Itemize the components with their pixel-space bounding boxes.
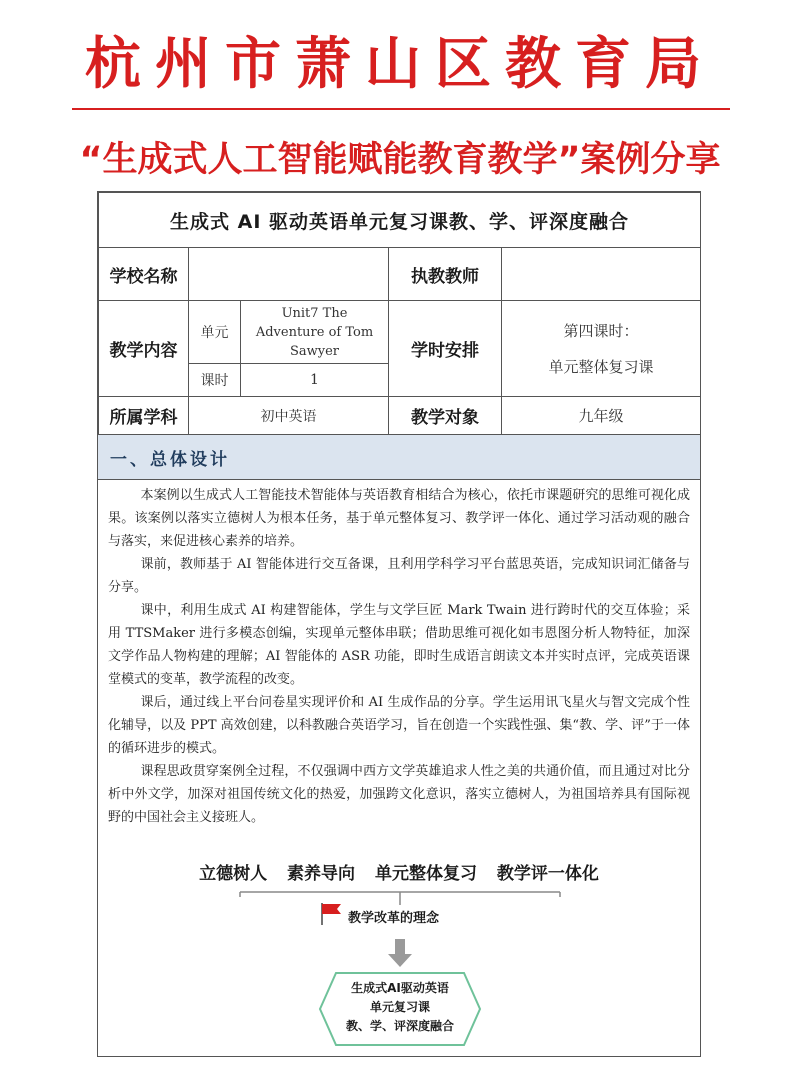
bureau-title: 杭州市萧山区教育局 — [85, 31, 715, 97]
subject-label: 所属学科 — [99, 397, 189, 435]
section-heading: 一、总体设计 — [98, 435, 700, 480]
schedule-line1: 第四课时： — [563, 321, 639, 340]
unit-value: Unit7 The Adventure of Tom Sawyer — [241, 301, 389, 364]
paragraph: 本案例以生成式人工智能技术智能体与英语教育相结合为核心，依托市课题研究的思维可视化成果。该案例以落实立德树人为根本任务，基于单元整体复习、教学评一体化、通过学习活动观的融合与落实，来促进核心素养的培养。 — [108, 488, 690, 549]
flag-icon — [322, 903, 341, 925]
paragraph: 课后，通过线上平台问卷星实现评价和 AI 生成作品的分享。学生运用讯飞星火与智文完成个性化辅导，以及 PPT 高效创建，以科教融合英语学习，旨在创造一个实践性强、集“教、学、评”于一体的循环进步的模式。 — [108, 695, 690, 756]
case-sheet — [97, 191, 701, 1057]
hex-line: 单元复习课 — [369, 1000, 430, 1014]
hexagon-text — [320, 979, 480, 1036]
pillar: 素养导向 — [287, 864, 356, 884]
content-label: 教学内容 — [99, 301, 189, 397]
header-divider — [72, 108, 730, 110]
school-value — [189, 248, 389, 301]
target-label: 教学对象 — [389, 397, 502, 435]
info-table — [98, 192, 701, 435]
schedule-label: 学时安排 — [389, 301, 502, 397]
pillar: 单元整体复习 — [374, 864, 477, 884]
paragraph: 课前，教师基于 AI 智能体进行交互备课，且利用学科学习平台蓝思英语，完成知识词汇储备与分享。 — [108, 557, 690, 595]
hex-line: 教、学、评深度融合 — [345, 1019, 454, 1033]
teacher-value — [502, 248, 701, 301]
lesson-value: 1 — [241, 364, 389, 397]
concept-diagram — [98, 847, 700, 1057]
pillar: 教学评一体化 — [496, 864, 599, 884]
teacher-label: 执教教师 — [389, 248, 502, 301]
flag-label: 教学改革的理念 — [348, 911, 440, 926]
schedule-value — [502, 301, 701, 397]
document-header — [0, 0, 800, 190]
subject-value: 初中英语 — [189, 397, 389, 435]
schedule-line2: 单元整体复习课 — [548, 357, 654, 376]
design-text — [98, 480, 700, 829]
case-title: 生成式 AI 驱动英语单元复习课教、学、评深度融合 — [99, 193, 701, 248]
hex-line: 生成式AI驱动英语 — [351, 981, 449, 995]
lesson-label: 课时 — [189, 364, 241, 397]
school-label: 学校名称 — [99, 248, 189, 301]
paragraph: 课程思政贯穿案例全过程，不仅强调中西方文学英雄追求人性之美的共通价值，而且通过对比分析中外文学，加深对祖国传统文化的热爱，加强跨文化意识，落实立德树人，为祖国培养具有国际视野的中国社会主义接班人。 — [108, 764, 690, 825]
paragraph: 课中，利用生成式 AI 构建智能体，学生与文学巨匠 Mark Twain 进行跨时代的交互体验；采用 TTSMaker 进行多模态创编，实现单元整体串联；借助思维可视化如韦恩图分析人物特征，加深文学作品人物构建的理解；AI 智能体的 ASR 功能，即时生成语言朗读文本并实时点评，完成英语课堂模式的变革，教学流程的改变。 — [108, 603, 690, 687]
unit-label: 单元 — [189, 301, 241, 364]
target-value: 九年级 — [502, 397, 701, 435]
pillar: 立德树人 — [199, 864, 268, 884]
document-subtitle: “生成式人工智能赋能教育教学”案例分享 — [79, 140, 721, 180]
arrow-down-icon — [388, 939, 412, 967]
